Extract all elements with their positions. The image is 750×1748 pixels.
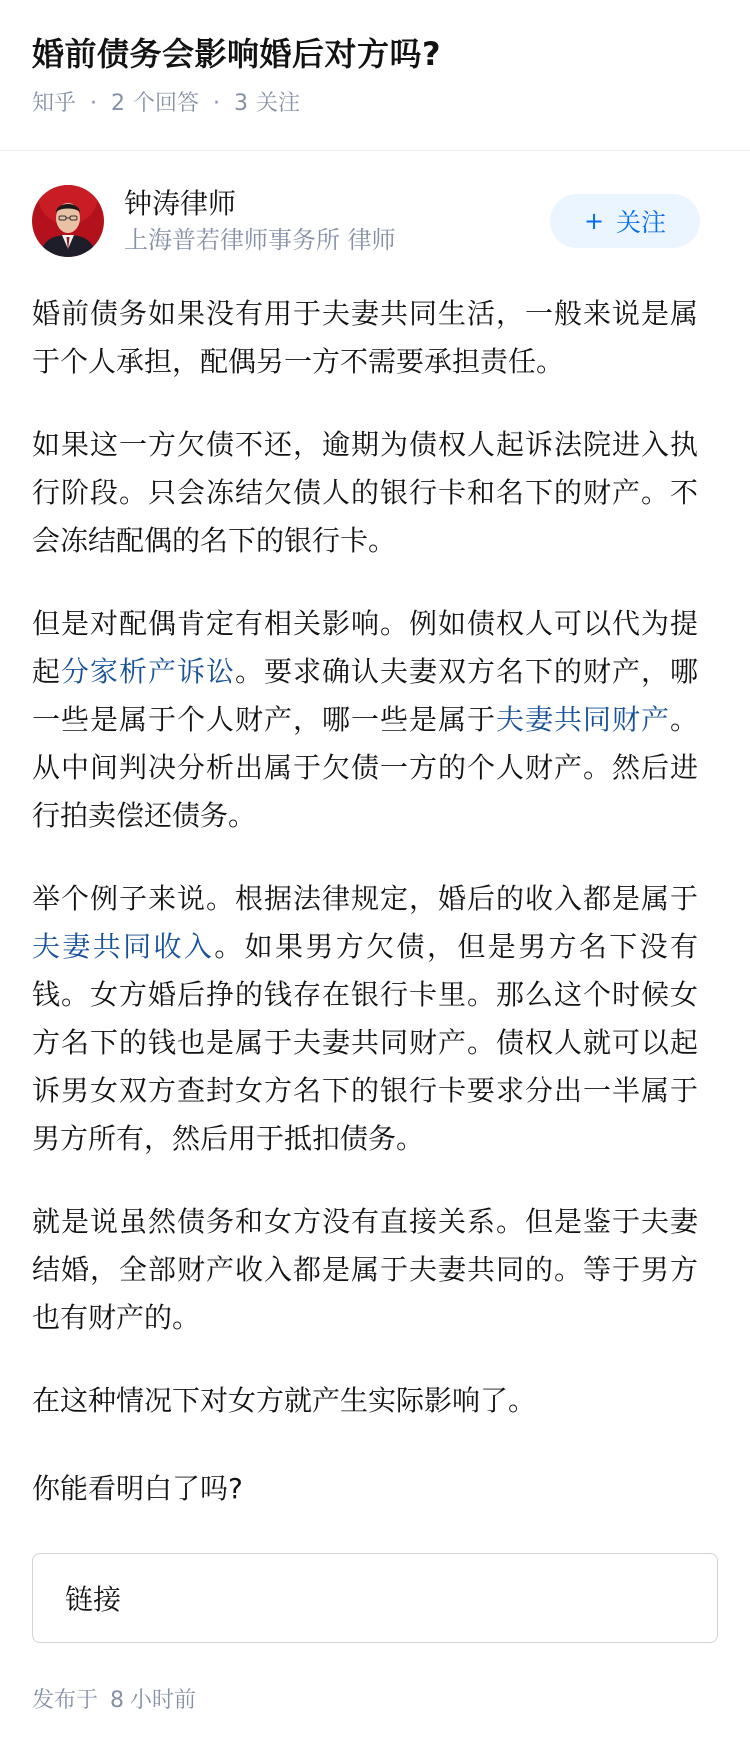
paragraph: 如果这一方欠债不还，逾期为债权人起诉法院进入执行阶段。只会冻结欠债人的银行卡和名下的财产。不会冻结配偶的名下的银行卡。 <box>32 428 698 557</box>
publish-number: 8 <box>110 1688 125 1713</box>
answer-count-label: 个回答 <box>133 91 200 116</box>
keyword-link[interactable]: 夫妻共同财产 <box>495 703 670 736</box>
follower-count: 3 <box>234 91 249 116</box>
author-avatar[interactable] <box>32 185 104 257</box>
author-title: 上海普若律师事务所 律师 <box>124 226 396 254</box>
paragraph <box>32 875 698 1163</box>
keyword-link[interactable]: 夫妻共同收入 <box>32 930 215 963</box>
paragraph: 在这种情况下对女方就产生实际影响了。 <box>32 1384 537 1417</box>
follow-button-label: 关注 <box>616 208 667 237</box>
person-avatar-icon <box>32 185 104 257</box>
follow-button[interactable] <box>550 194 700 248</box>
publish-prefix: 发布于 <box>32 1688 99 1713</box>
text-span: 。如果男方欠债，但是男方名下没有钱。女方婚后挣的钱存在银行卡里。那么这个时候女方名下的钱也是属于夫妻共同财产。债权人就可以起诉男女双方查封女方名下的银行卡要求分出一半属于男方所有，然后用于抵扣债务。 <box>32 930 698 1155</box>
publish-unit: 小时前 <box>130 1688 197 1713</box>
paragraph <box>32 600 698 840</box>
paragraph: 婚前债务如果没有用于夫妻共同生活，一般来说是属于个人承担，配偶另一方不需要承担责任。 <box>32 297 698 378</box>
keyword-link[interactable]: 分家析产诉讼 <box>61 655 235 688</box>
separator-dot: · <box>213 91 221 116</box>
separator-dot: · <box>90 91 98 116</box>
follower-count-label: 关注 <box>256 91 301 116</box>
text-span: 。从中间判决分析出属于欠债一方的个人财产。然后进行拍卖偿还债务。 <box>32 703 698 832</box>
plus-icon: + <box>583 207 605 235</box>
publish-time <box>32 1683 718 1714</box>
answer-content <box>32 290 718 1513</box>
paragraph: 就是说虽然债务和女方没有直接关系。但是鉴于夫妻结婚，全部财产收入都是属于夫妻共同的。等于男方也有财产的。 <box>32 1205 698 1334</box>
link-card[interactable]: 链接 <box>32 1553 718 1643</box>
text-span: 但是对配偶肯定有相关影响。例如债权人可以代为提起 <box>32 607 698 688</box>
question-header <box>0 0 750 151</box>
question-meta <box>32 88 718 120</box>
answer <box>0 151 750 1714</box>
answer-count: 2 <box>111 91 126 116</box>
text-span: 举个例子来说。根据法律规定，婚后的收入都是属于 <box>32 882 698 915</box>
text-span: 。要求确认夫妻双方名下的财产，哪一些是属于个人财产，哪一些是属于 <box>32 655 698 736</box>
question-title[interactable]: 婚前债务会影响婚后对方吗? <box>32 35 442 73</box>
author-row <box>32 184 718 258</box>
paragraph: 你能看明白了吗? <box>32 1472 243 1505</box>
author-name[interactable]: 钟涛律师 <box>124 187 237 220</box>
author-info <box>124 185 396 257</box>
source-label[interactable]: 知乎 <box>32 91 77 116</box>
